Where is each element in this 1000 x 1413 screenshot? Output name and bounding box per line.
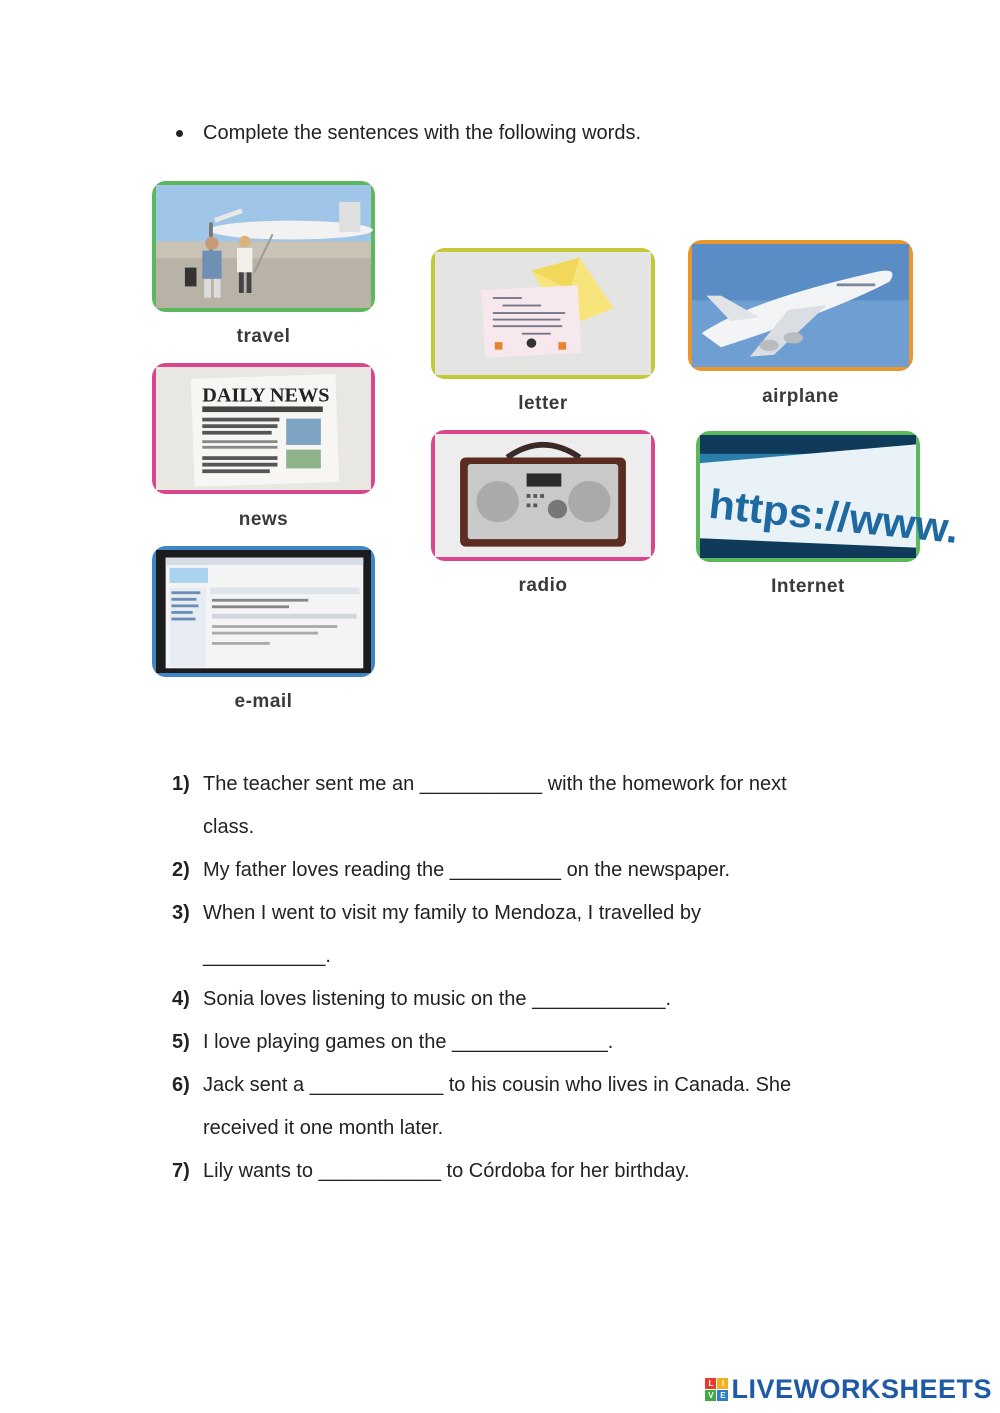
internet-caption: Internet xyxy=(771,576,845,597)
radio-image xyxy=(431,430,655,561)
travel-caption: travel xyxy=(236,326,291,347)
sentence-3: 3) When I went to visit my family to Mendoza, I travelled by xyxy=(172,902,701,924)
newspaper-title: DAILY NEWS xyxy=(202,384,330,407)
bullet-icon xyxy=(176,130,183,137)
url-text: https://www. xyxy=(706,480,961,552)
sentence-7: 7) Lily wants to ___________ to Córdoba for her birthday. xyxy=(172,1160,690,1182)
sentence-6-cont: received it one month later. xyxy=(203,1117,444,1139)
instruction xyxy=(176,122,641,145)
sentence-2: 2) My father loves reading the __________ on the newspaper. xyxy=(172,859,731,881)
logo-mark-icon: L I V E xyxy=(705,1378,728,1401)
instruction-text: Complete the sentences with the following words. xyxy=(203,122,642,144)
sentence-4: 4) Sonia loves listening to music on the ____________. xyxy=(172,988,672,1010)
email-caption: e-mail xyxy=(234,691,293,712)
email-image xyxy=(152,546,375,677)
airplane-image xyxy=(688,240,913,371)
sentence-6: 6) Jack sent a ____________ to his cousin who lives in Canada. She xyxy=(172,1074,792,1096)
news-image xyxy=(152,363,375,494)
letter-caption: letter xyxy=(518,393,568,414)
letter-image xyxy=(431,248,655,379)
radio-caption: radio xyxy=(518,575,568,596)
sentence-3-cont: ___________. xyxy=(203,945,331,967)
liveworksheets-logo[interactable] xyxy=(705,1374,992,1405)
travel-image xyxy=(152,181,375,312)
airplane-caption: airplane xyxy=(762,386,839,407)
logo-text: LIVEWORKSHEETS xyxy=(731,1374,992,1404)
sentence-1: 1) The teacher sent me an ___________ with the homework for next xyxy=(172,773,787,795)
sentence-5: 5) I love playing games on the ______________. xyxy=(172,1031,614,1053)
news-caption: news xyxy=(238,509,289,530)
internet-image xyxy=(696,431,961,562)
sentence-1-cont: class. xyxy=(203,816,255,838)
